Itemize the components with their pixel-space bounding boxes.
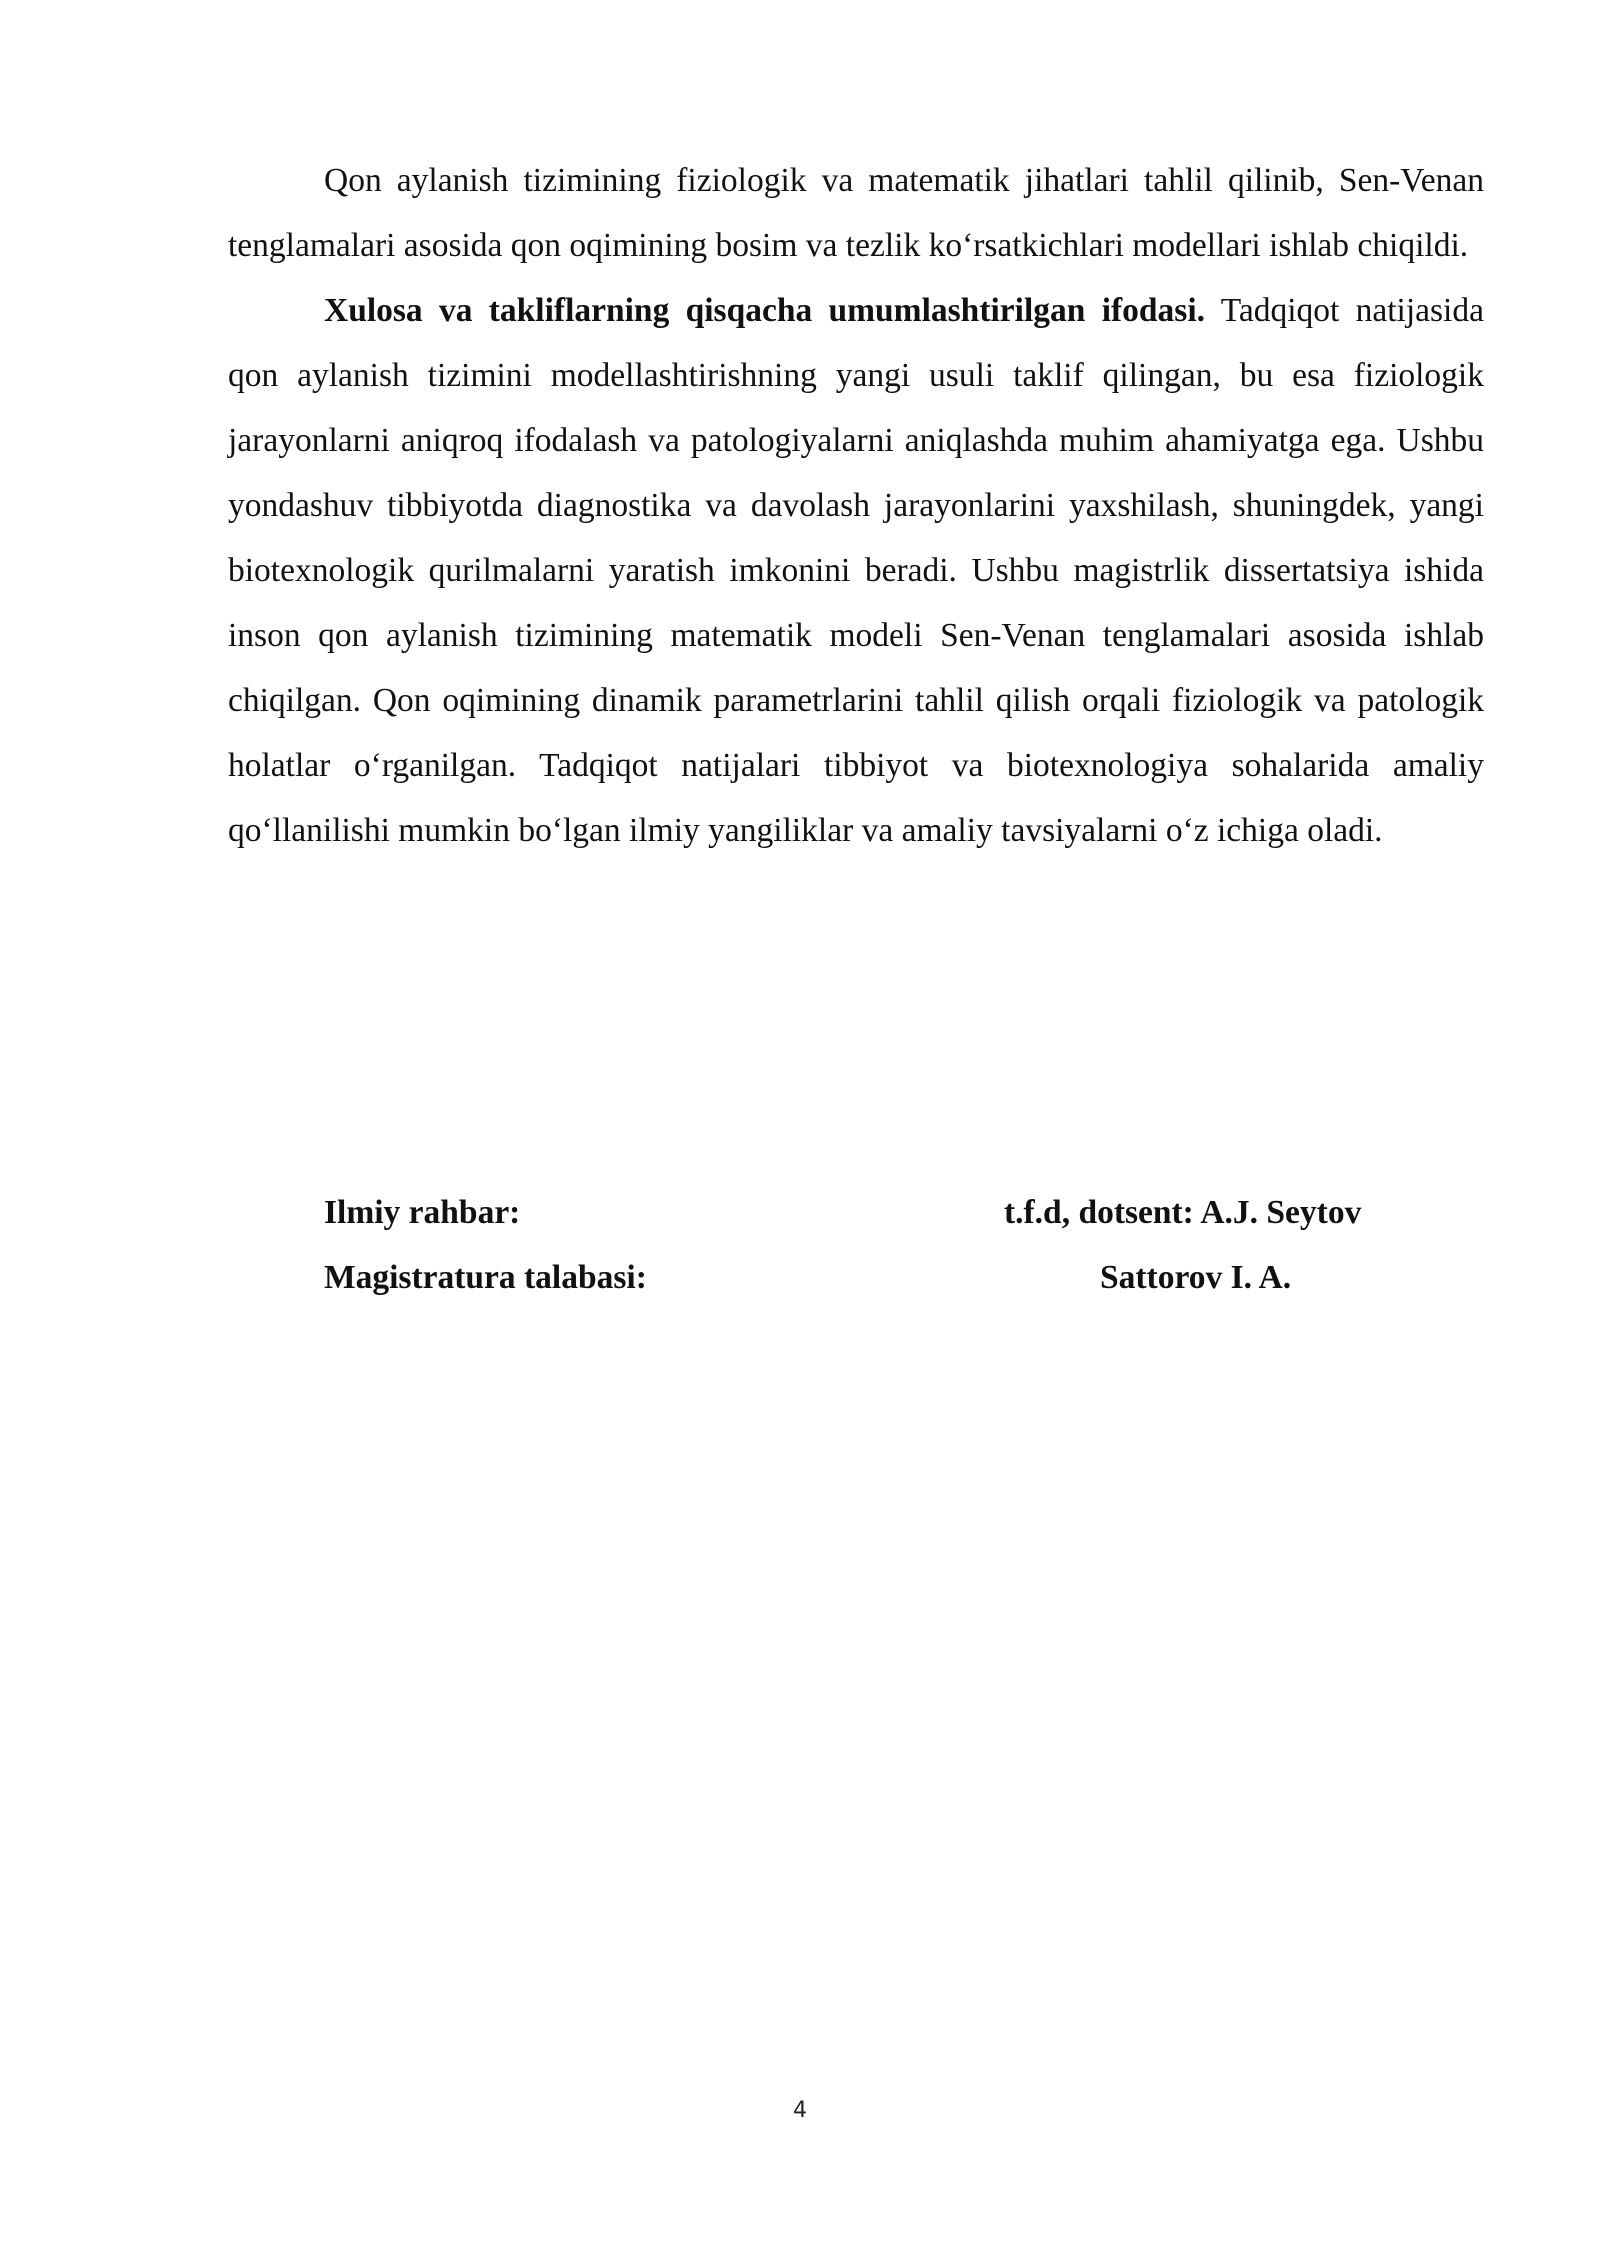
signature-block <box>324 1180 1484 1310</box>
paragraph-results <box>228 148 1484 278</box>
signature-row-student <box>324 1245 1484 1310</box>
paragraph-text: Qon aylanish tizimining fiziologik va matematik jihatlari tahlil qilinib, Sen-Venan tenglamalari asosida qon oqimining bosim va tezlik ko‘rsatkichlari modellari ishlab chiqildi. <box>228 162 1484 264</box>
document-body <box>228 148 1484 863</box>
page-number: 4 <box>793 2098 807 2123</box>
paragraph-text: Tadqiqot natijasida qon aylanish tizimini modellashtirishning yangi usuli taklif qilingan, bu esa fiziologik jarayonlarni aniqroq ifodalash va patologiyalarni aniqlashda muhim ahamiyatga ega. Ushbu yondashuv tibbiyotda diagnostika va davolash jarayonlarini yaxshilash, shuningdek, yangi biotexnologik qurilmalarni yaratish imkonini beradi. Ushbu magistrlik dissertatsiya ishida inson qon aylanish tizimining matematik modeli Sen-Venan tenglamalari asosida ishlab chiqilgan. Qon oqimining dinamik parametrlarini tahlil qilish orqali fiziologik va patologik holatlar o‘rganilgan. Tadqiqot natijalari tibbiyot va biotexnologiya sohalarida amaliy qo‘llanilishi mumkin bo‘lgan ilmiy yangiliklar va amaliy tavsiyalarni o‘z ichiga oladi. <box>228 292 1484 849</box>
signature-row-supervisor <box>324 1180 1484 1245</box>
student-label: Magistratura talabasi: <box>324 1259 647 1296</box>
supervisor-name: t.f.d, dotsent: A.J. Seytov <box>1004 1194 1362 1231</box>
supervisor-label: Ilmiy rahbar: <box>324 1194 521 1231</box>
student-name: Sattorov I. A. <box>1100 1259 1292 1296</box>
section-heading-conclusions: Xulosa va takliflarning qisqacha umumlashtirilgan ifodasi. <box>324 292 1206 329</box>
paragraph-conclusions <box>228 278 1484 863</box>
